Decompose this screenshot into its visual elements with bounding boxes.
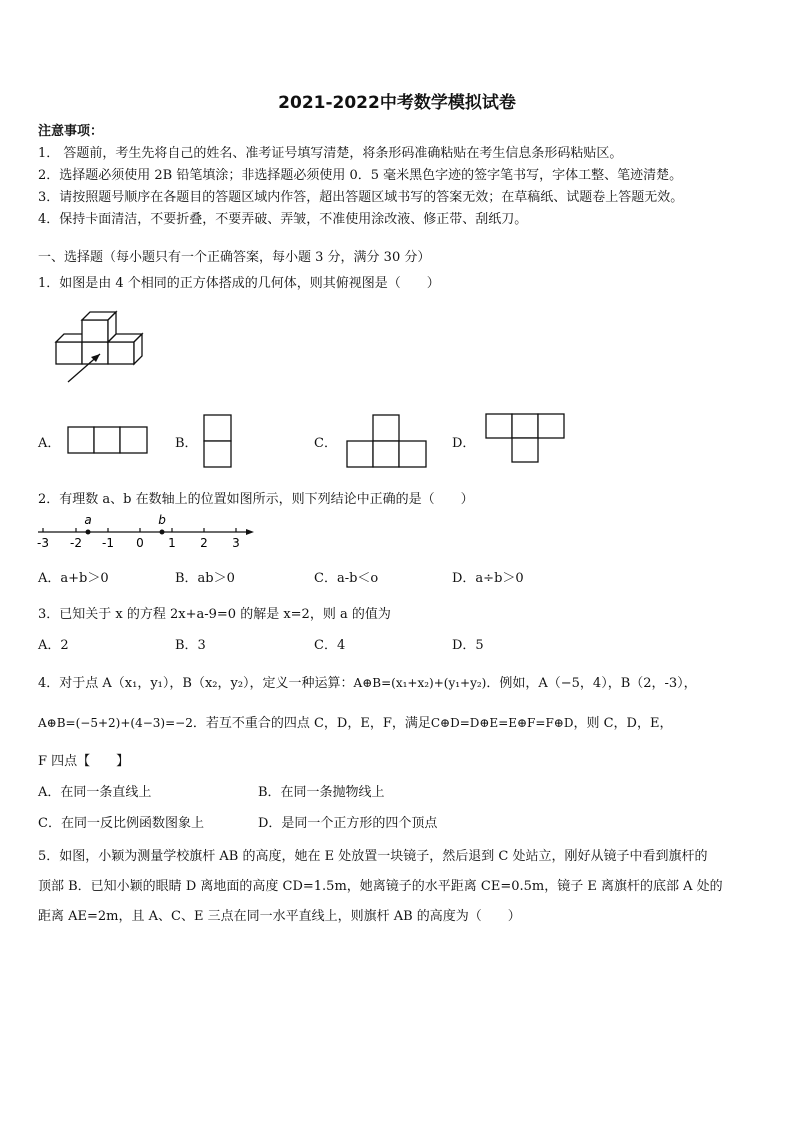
axis-tick-label: 3	[232, 536, 240, 550]
point-b-dot	[160, 530, 165, 535]
q1-option-b-figure	[203, 414, 233, 468]
q1-option-c-figure	[346, 414, 428, 468]
page-title: 2021-2022中考数学模拟试卷	[278, 93, 516, 113]
q3-option-d: D．5	[452, 638, 484, 653]
q3-option-a: A．2	[38, 638, 69, 653]
q3-option-b: B．3	[175, 638, 206, 653]
axis-tick-label: -1	[102, 536, 114, 550]
point-a-label: a	[84, 513, 92, 527]
axis-tick-label: 0	[136, 536, 144, 550]
q4-option-a: A．在同一条直线上	[38, 785, 152, 800]
q4-stem-1b: ．例如，A（−5，4），B（2，-3），	[486, 676, 697, 691]
notice-heading: 注意事项：	[38, 124, 104, 139]
q4-option-b: B．在同一条抛物线上	[258, 785, 385, 800]
question-3-stem: 3．已知关于 x 的方程 2x+a-9=0 的解是 x=2，则 a 的值为	[38, 607, 391, 622]
q2-option-b: B．ab＞0	[175, 571, 235, 586]
question-4-line-2	[38, 712, 672, 731]
notice-item-3: 3．请按照题号顺序在各题目的答题区域内作答，超出答题区域书写的答案无效；在草稿纸、试题卷上答题无效。	[38, 190, 684, 205]
question-5-line-1: 5．如图，小颖为测量学校旗杆 AB 的高度，她在 E 处放置一块镜子，然后退到 C 处站立，刚好从镜子中看到旗杆的	[38, 849, 708, 864]
notice-item-4: 4．保持卡面清洁，不要折叠，不要弄破、弄皱，不准使用涂改液、修正带、刮纸刀。	[38, 212, 528, 227]
q4-formula-1: A⊕B=(x₁+x₂)+(y₁+y₂)	[353, 676, 487, 690]
q4-option-d: D．是同一个正方形的四个顶点	[258, 816, 438, 831]
question-4-line-1	[38, 672, 697, 691]
axis-tick-label: 2	[200, 536, 208, 550]
q4-option-c: C．在同一反比例函数图象上	[38, 816, 204, 831]
q1-option-a: A．	[38, 436, 61, 451]
q1-option-c: C．	[314, 436, 337, 451]
q2-option-a: A．a+b＞0	[38, 571, 109, 586]
q3-option-c: C．4	[314, 638, 346, 653]
q2-number-line	[36, 512, 258, 552]
question-4-line-3: F 四点【 】	[38, 754, 130, 769]
q4-stem-2b: ，则 C，D，E，	[573, 716, 673, 731]
notice-item-2: 2．选择题必须使用 2B 铅笔填涂；非选择题必须使用 0．5 毫米黑色字迹的签字笔书写，字体工整、笔迹清楚。	[38, 168, 683, 183]
section-heading: 一、选择题（每小题只有一个正确答案，每小题 3 分，满分 30 分）	[38, 250, 431, 265]
q2-option-c: C．a-b＜o	[314, 571, 379, 586]
q4-stem-1: 4．对于点 A（x₁，y₁），B（x₂，y₂），定义一种运算：	[38, 676, 354, 691]
notice-item-1: 1． 答题前，考生先将自己的姓名、准考证号填写清楚，将条形码准确粘贴在考生信息条形码粘贴区。	[38, 146, 623, 161]
q4-formula-3: C⊕D=D⊕E=E⊕F=F⊕D	[430, 716, 574, 730]
q1-option-b: B．	[175, 436, 198, 451]
q1-cube-figure	[50, 308, 160, 388]
q4-stem-2: ．若互不重合的四点 C，D，E，F，满足	[192, 716, 431, 731]
question-2-stem: 2．有理数 a、b 在数轴上的位置如图所示，则下列结论中正确的是（ ）	[38, 492, 474, 507]
question-5-line-3: 距离 AE=2m，且 A、C、E 三点在同一水平直线上，则旗杆 AB 的高度为（ ）	[38, 909, 521, 924]
axis-tick-label: -3	[37, 536, 49, 550]
question-5-line-2: 顶部 B．已知小颖的眼睛 D 离地面的高度 CD=1.5m，她离镜子的水平距离 CE=0.5m，镜子 E 离旗杆的底部 A 处的	[38, 879, 723, 894]
axis-tick-label: -2	[70, 536, 82, 550]
axis-tick-label: 1	[168, 536, 176, 550]
q1-option-d: D．	[452, 436, 476, 451]
point-b-label: b	[158, 513, 166, 527]
q1-option-d-figure	[485, 413, 567, 467]
point-a-dot	[86, 530, 91, 535]
question-1-stem: 1．如图是由 4 个相同的正方体搭成的几何体，则其俯视图是（ ）	[38, 276, 440, 291]
q4-formula-2: A⊕B=(−5+2)+(4−3)=−2	[38, 716, 193, 730]
q1-option-a-figure	[67, 426, 149, 454]
q2-option-d: D．a÷b＞0	[452, 571, 524, 586]
